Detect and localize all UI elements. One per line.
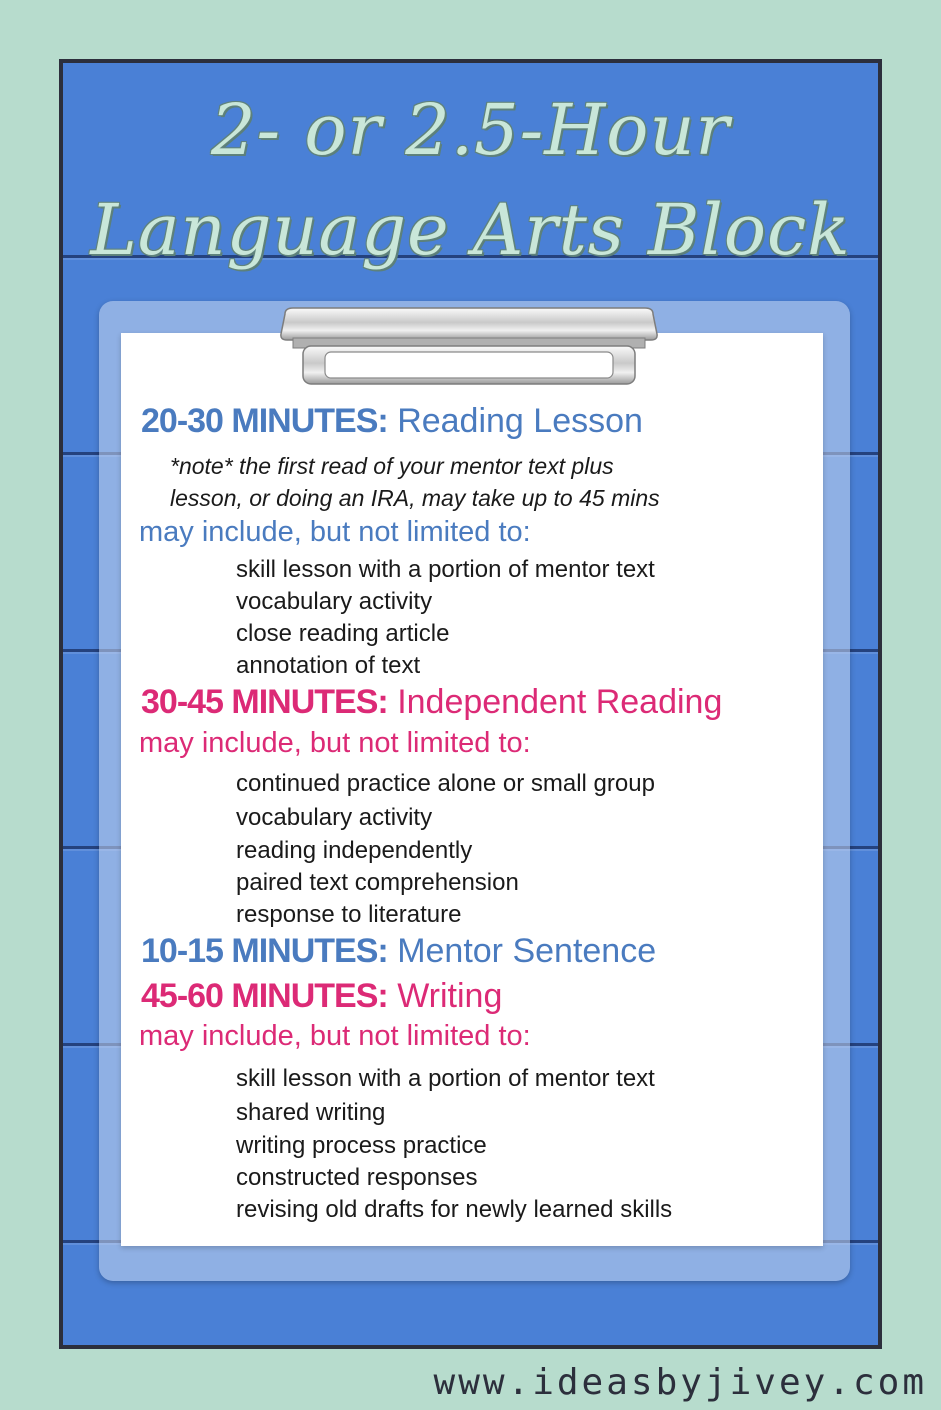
section-4-heading	[141, 979, 502, 1013]
section-4-minutes: 45-60 MINUTES:	[141, 977, 388, 1015]
section-4-item: skill lesson with a portion of mentor text	[236, 1065, 655, 1092]
section-1-item: close reading article	[236, 620, 450, 647]
section-1-item: vocabulary activity	[236, 588, 433, 615]
section-3-activity: Mentor Sentence	[397, 932, 657, 970]
poster-title-line-2: Language Arts Block	[90, 189, 851, 271]
section-3-heading	[141, 934, 656, 968]
section-4-subheading: may include, but not limited to:	[139, 1020, 531, 1052]
clipboard-clip-icon	[279, 306, 659, 391]
section-1-activity: Reading Lesson	[397, 402, 643, 440]
section-1-minutes: 20-30 MINUTES:	[141, 402, 388, 440]
section-4-item: shared writing	[236, 1099, 386, 1126]
section-2-activity: Independent Reading	[397, 683, 723, 721]
section-1-subheading: may include, but not limited to:	[139, 516, 531, 548]
section-1-heading	[141, 404, 643, 438]
poster-title-line-1: 2- or 2.5-Hour	[210, 89, 730, 171]
website-footer: www.ideasbyjivey.com	[433, 1362, 927, 1403]
section-4-activity: Writing	[397, 977, 503, 1015]
section-2-heading	[141, 685, 722, 719]
section-3-minutes: 10-15 MINUTES:	[141, 932, 388, 970]
section-2-item: response to literature	[236, 901, 462, 928]
section-2-item: continued practice alone or small group	[236, 770, 655, 797]
section-4-item: revising old drafts for newly learned skills	[236, 1196, 673, 1223]
section-2-subheading: may include, but not limited to:	[139, 727, 531, 759]
section-2-item: paired text comprehension	[236, 869, 519, 896]
section-1-item: skill lesson with a portion of mentor text	[236, 556, 655, 583]
section-1-note-line-1: *note* the first read of your mentor text plus	[170, 453, 614, 479]
section-4-item: writing process practice	[236, 1132, 487, 1159]
section-1-item: annotation of text	[236, 652, 421, 679]
section-4-item: constructed responses	[236, 1164, 478, 1191]
section-2-minutes: 30-45 MINUTES:	[141, 683, 388, 721]
section-1-note-line-2: lesson, or doing an IRA, may take up to 45 mins	[170, 485, 660, 511]
section-2-item: vocabulary activity	[236, 804, 433, 831]
section-2-item: reading independently	[236, 837, 473, 864]
